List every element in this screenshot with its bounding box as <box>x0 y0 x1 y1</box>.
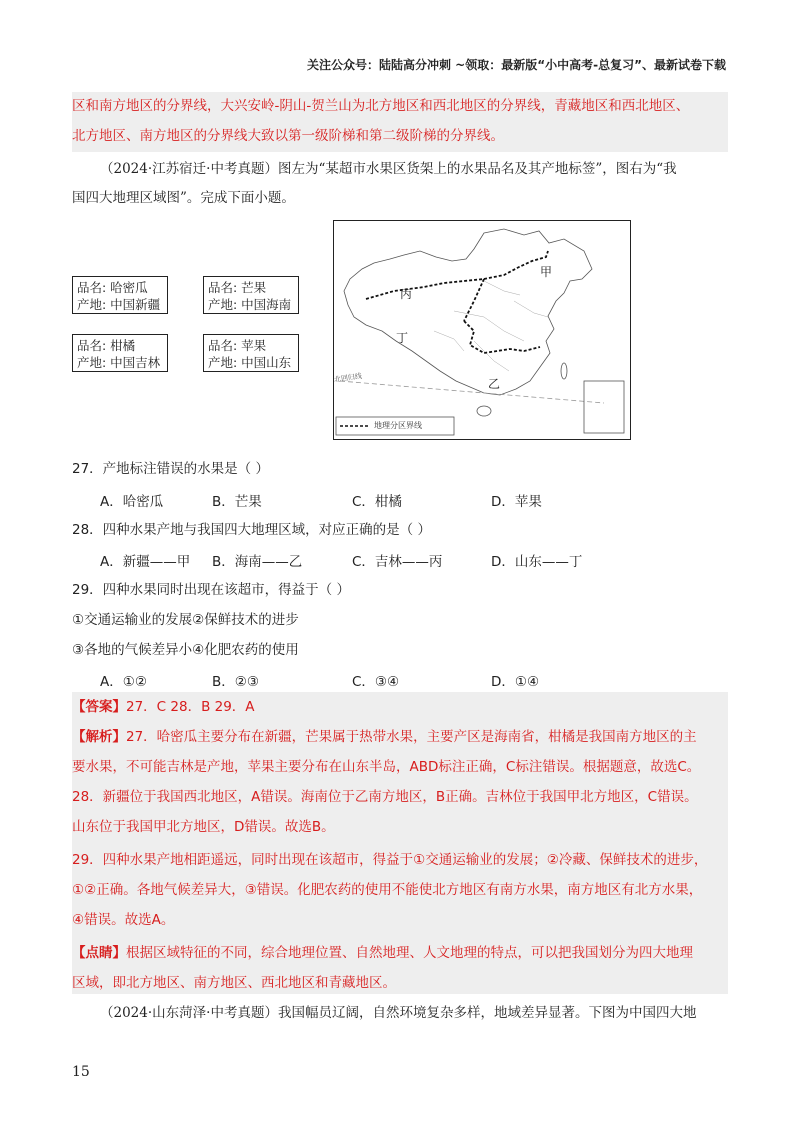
q29-stem: 29．四种水果同时出现在该超市，得益于（ ） <box>72 582 350 598</box>
q28-option-b: B．海南——乙 <box>212 554 303 570</box>
province-lines <box>434 281 548 371</box>
q29-item-2: ③各地的气候差异小④化肥农药的使用 <box>72 642 299 658</box>
q29-option-d: D．①④ <box>491 674 540 690</box>
tropic-label: 北回归线 <box>333 372 363 384</box>
top-red-line-1: 区和南方地区的分界线，大兴安岭-阴山-贺兰山为北方地区和西北地区的分界线，青藏地区和西北地区、 <box>72 98 690 114</box>
answer-line <box>72 697 255 717</box>
page-header: 关注公众号：陆陆高分冲刺 ~领取：最新版“小中高考-总复习”、最新试卷下载 <box>307 58 726 72</box>
region-label-ding: 丁 <box>396 331 409 345</box>
china-regions-map <box>333 220 631 440</box>
analysis-tag: 【解析】 <box>72 729 126 745</box>
analysis-line-3: 28．新疆位于我国西北地区，A错误。海南位于乙南方地区，B正确。吉林位于我国甲北方地区，C错误。 <box>72 789 698 805</box>
page-number: 15 <box>72 1064 90 1080</box>
analysis-line-2: 要水果，不可能吉林是产地，苹果主要分布在山东半岛，ABD标注正确，C标注错误。根据题意，故选C。 <box>72 759 701 775</box>
q28-stem: 28．四种水果产地与我国四大地理区域，对应正确的是（ ） <box>72 522 431 538</box>
q27-option-c: C．柑橘 <box>352 494 402 510</box>
hainan-island <box>477 406 491 416</box>
tropic-line <box>340 381 604 403</box>
question-intro-line-1: （2024·江苏宿迁·中考真题）图左为“某超市水果区货架上的水果品名及其产地标签”，图右为“我 <box>100 161 677 177</box>
q27-option-d: D．苹果 <box>491 494 542 510</box>
comment-line-2: 区域，即北方地区、南方地区、西北地区和青藏地区。 <box>72 975 396 991</box>
q29-option-c: C．③④ <box>352 674 400 690</box>
top-red-line-2: 北方地区、南方地区的分界线大致以第一级阶梯和第二级阶梯的分界线。 <box>72 128 504 144</box>
analysis-line-7: ④错误。故选A。 <box>72 912 175 928</box>
taiwan-island <box>561 363 567 379</box>
comment-line-1: 【点睛】根据区域特征的不同，综合地理位置、自然地理、人文地理的特点，可以把我国划分为四大地理 <box>72 945 693 961</box>
q27-stem: 27．产地标注错误的水果是（ ） <box>72 461 269 477</box>
analysis-line-4: 山东位于我国甲北方地区，D错误。故选B。 <box>72 819 335 835</box>
analysis-line-5: 29．四种水果产地相距遥远，同时出现在该超市，得益于①交通运输业的发展；②冷藏、保鲜技术的进步， <box>72 852 708 868</box>
analysis-line-1: 【解析】27．哈密瓜主要分布在新疆，芒果属于热带水果，主要产区是海南省，柑橘是我国南方地区的主 <box>72 729 697 745</box>
q28-option-d: D．山东——丁 <box>491 554 583 570</box>
question-intro-line-2: 国四大地理区域图”。完成下面小题。 <box>72 190 295 206</box>
region-label-yi: 乙 <box>488 377 501 391</box>
answer-tag: 【答案】 <box>72 699 126 715</box>
china-map-svg <box>334 221 629 438</box>
q29-option-a: A．①② <box>100 674 147 690</box>
region-label-jia: 甲 <box>540 265 553 279</box>
south-sea-inset <box>584 381 624 433</box>
q28-option-c: C．吉林——丙 <box>352 554 443 570</box>
region-boundary-center <box>464 321 540 353</box>
q27-option-b: B．芒果 <box>212 494 262 510</box>
fruit-label-mango: 品名: 芒果 产地: 中国海南 <box>203 276 299 314</box>
q29-option-b: B．②③ <box>212 674 259 690</box>
region-boundary-west <box>464 279 484 321</box>
fruit-label-hamigua: 品名: 哈密瓜 产地: 中国新疆 <box>72 276 168 314</box>
q28-option-a: A．新疆——甲 <box>100 554 191 570</box>
region-label-bing: 丙 <box>400 287 413 301</box>
analysis-line-6: ①②正确。各地气候差异大，③错误。化肥农药的使用不能使北方地区有南方水果，南方地区有北方水果， <box>72 882 703 898</box>
legend-label: 地理分区界线 <box>374 421 422 430</box>
q27-option-a: A．哈密瓜 <box>100 494 164 510</box>
fruit-label-apple: 品名: 苹果 产地: 中国山东 <box>203 334 299 372</box>
answer-text: 27．C 28．B 29．A <box>126 699 255 715</box>
fruit-label-orange: 品名: 柑橘 产地: 中国吉林 <box>72 334 168 372</box>
comment-tag: 【点睛】 <box>72 945 126 961</box>
next-question-intro: （2024·山东菏泽·中考真题）我国幅员辽阔，自然环境复杂多样，地域差异显著。下图为中国四大地 <box>100 1005 697 1021</box>
q29-item-1: ①交通运输业的发展②保鲜技术的进步 <box>72 612 299 628</box>
